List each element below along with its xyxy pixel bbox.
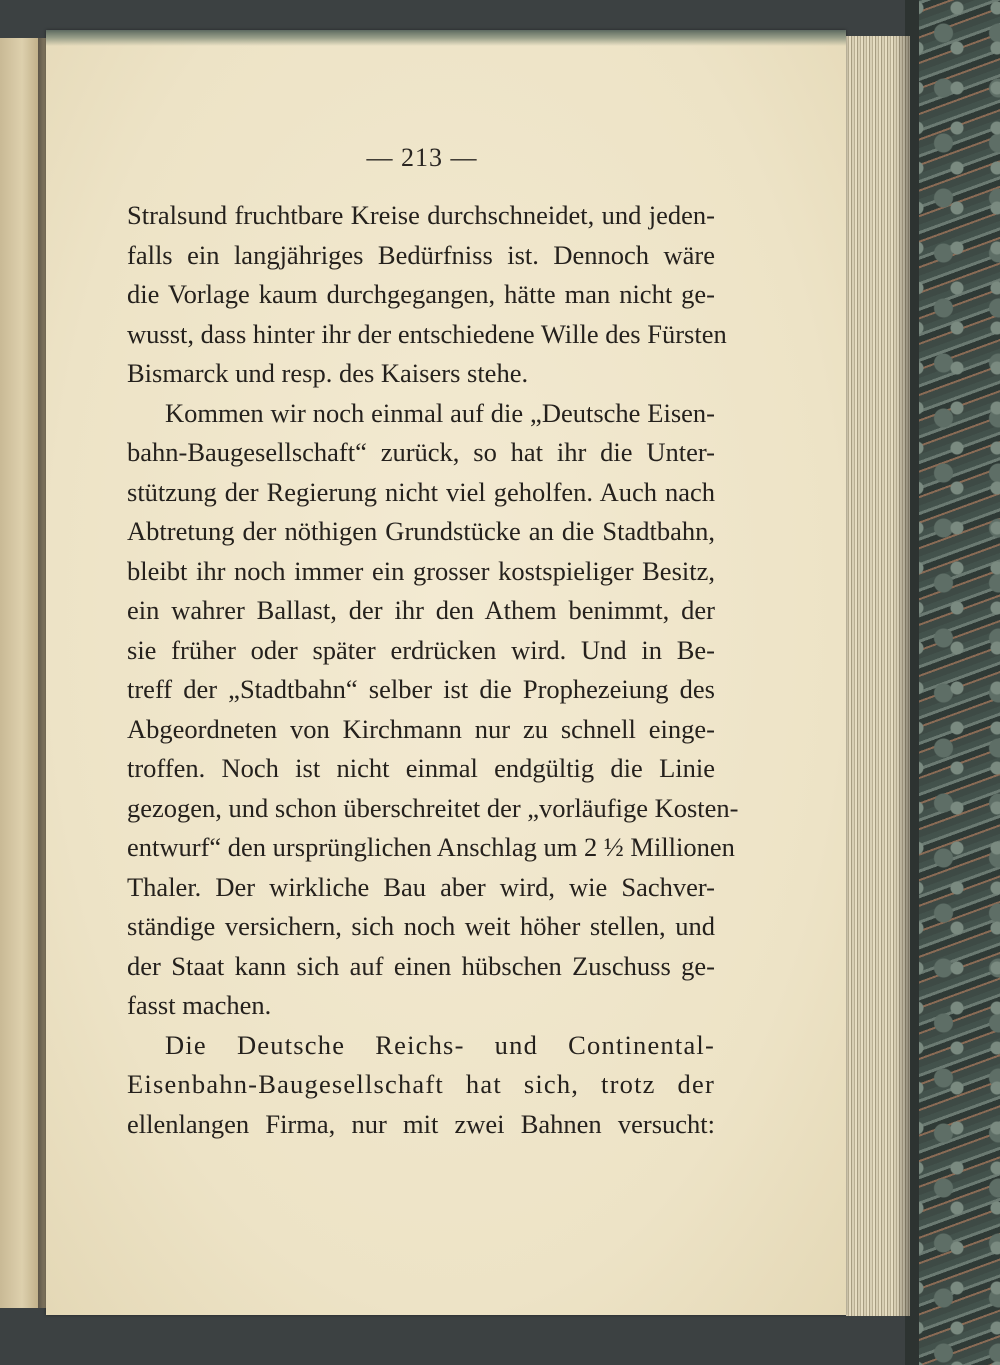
text-line: der Staat kann sich auf einen hübschen Zuschuss ge- (127, 950, 715, 981)
text-line: Thaler. Der wirkliche Bau aber wird, wie Sachver- (127, 871, 715, 902)
text-line: Abtretung der nöthigen Grundstücke an die Stadtbahn, (127, 516, 715, 546)
text-line: Bismarck und resp. des Kaisers stehe. (127, 358, 529, 388)
text-line: treff der „Stadtbahn“ selber ist die Prophezeiung des (127, 674, 715, 704)
text-line: ellenlangen Firma, nur mit zwei Bahnen versucht: (127, 1108, 715, 1139)
page-number: — 213 — (366, 143, 478, 172)
page-edges-shadow (895, 36, 910, 1316)
text-line: entwurf“ den ursprünglichen Anschlag um 2 ½ Millionen (127, 832, 735, 862)
text-line: troffen. Noch ist nicht einmal endgültig die Linie (127, 753, 715, 783)
marbled-cover (905, 0, 1000, 1365)
text-line: sie früher oder später erdrücken wird. Und in Be- (127, 634, 715, 665)
left-page-edge (0, 38, 40, 1308)
text-line: bahn-Baugesellschaft“ zurück, so hat ihr die Unter- (127, 437, 715, 467)
text-line: Kommen wir noch einmal auf die „Deutsche Eisen- (165, 397, 715, 428)
text-line: gezogen, und schon überschreitet der „vorläufige Kosten- (127, 792, 739, 823)
text-line: Eisenbahn-Baugesellschaft hat sich, trotz der (127, 1069, 715, 1099)
text-line: fasst machen. (127, 990, 272, 1020)
text-line: ständige versichern, sich noch weit höher stellen, und (127, 911, 715, 941)
text-line: die Vorlage kaum durchgegangen, hätte man nicht ge- (127, 279, 715, 309)
text-line: falls ein langjähriges Bedürfniss ist. Dennoch wäre (127, 239, 715, 270)
text-line: stützung der Regierung nicht viel geholfen. Auch nach (127, 476, 715, 507)
text-line: bleibt ihr noch immer ein grosser kostspieliger Besitz, (127, 555, 715, 586)
text-line: Abgeordneten von Kirchmann nur zu schnell einge- (127, 713, 715, 744)
body-text (127, 196, 739, 1144)
page-top-discoloration (46, 30, 846, 46)
text-line: wusst, dass hinter ihr der entschiedene Wille des Fürsten (127, 318, 727, 349)
text-line: ein wahrer Ballast, der ihr den Athem benimmt, der (127, 595, 715, 625)
text-line: Stralsund fruchtbare Kreise durchschneidet, und jeden- (127, 200, 715, 230)
text-line: Die Deutsche Reichs- und Continental- (165, 1029, 715, 1060)
